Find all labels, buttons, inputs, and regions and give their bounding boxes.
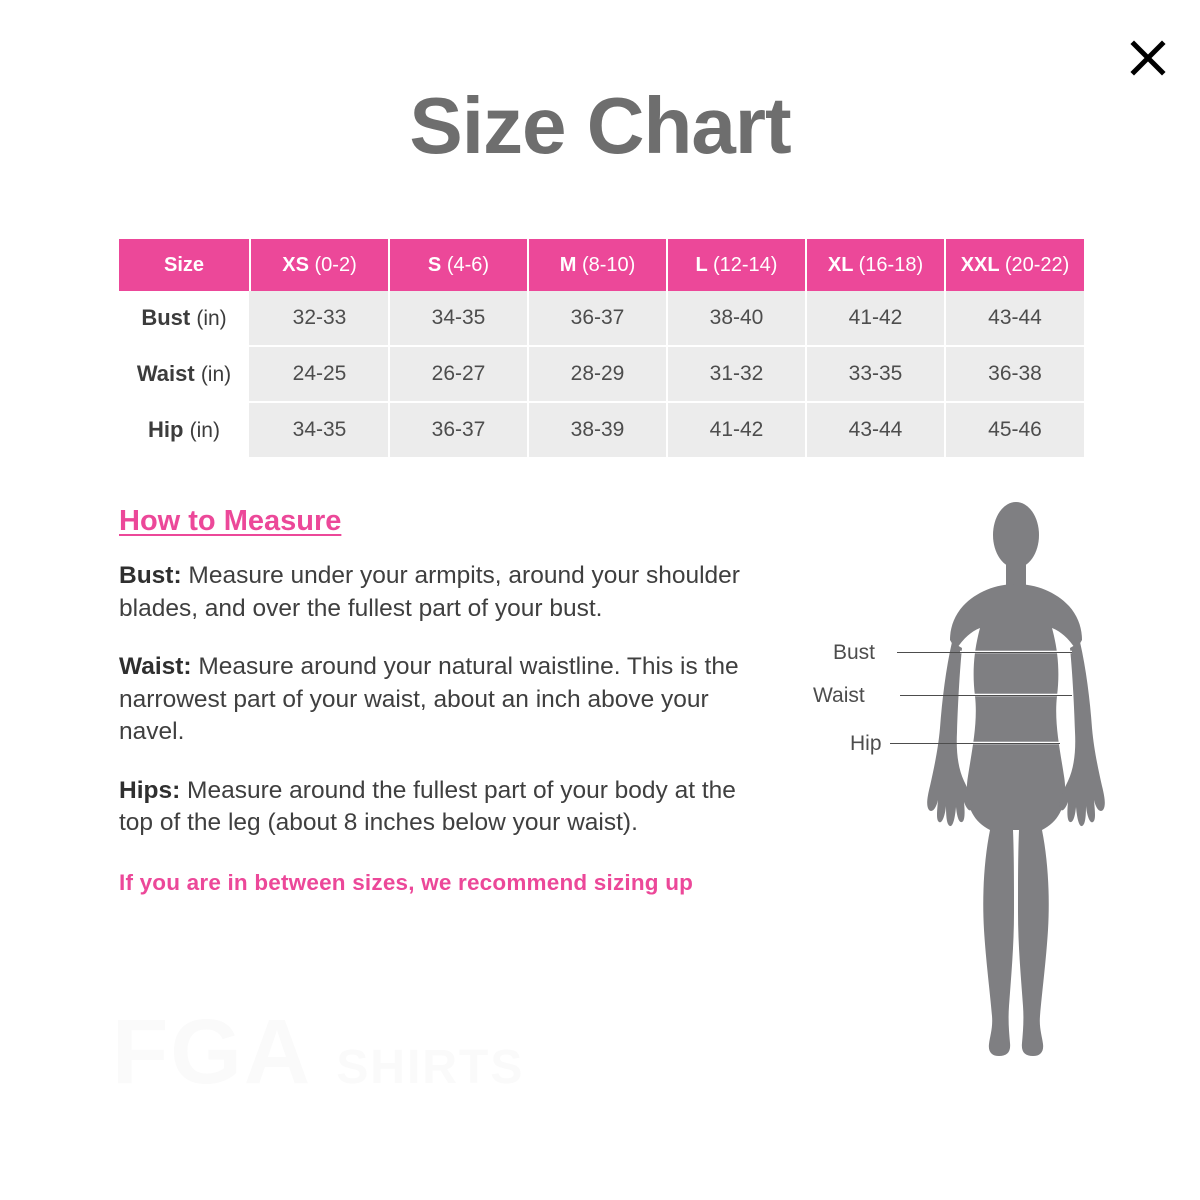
measure-text: Measure around your natural waistline. This is the narrowest part of your waist, about an inch above your navel. [119,653,739,746]
table-header-cell-s [389,239,528,291]
row-label-bust [119,291,250,346]
measure-term: Bust: [119,562,182,589]
header-label: L [695,253,708,276]
table-header-cell-size [119,239,250,291]
row-label-text: Hip [148,417,184,442]
table-header-cell-xl [806,239,945,291]
figure-label-waist: Waist [813,684,865,707]
watermark-primary: FGA [112,1001,309,1103]
table-cell: 43-44 [945,291,1084,346]
table-cell: 36-37 [389,402,528,457]
table-cell: 28-29 [528,346,667,402]
measure-text: Measure under your armpits, around your shoulder blades, and over the fullest part of your bust. [119,562,740,622]
table-header-cell-xxl [945,239,1084,291]
table-cell: 38-39 [528,402,667,457]
body-figure [800,500,1140,1070]
measure-term: Waist: [119,653,192,681]
table-row [119,346,1084,402]
table-header-cell-xs [250,239,389,291]
waist-leader-line [900,695,1072,696]
header-label: XL [827,253,854,276]
table-row [119,402,1084,457]
header-label: Size [163,253,205,276]
header-range: (16-18) [858,253,924,276]
close-icon [1126,36,1170,80]
measure-term: Hips: [119,776,181,804]
bust-leader-line [897,652,1072,653]
table-header-cell-m [528,239,667,291]
table-cell: 26-27 [389,346,528,402]
table-cell: 24-25 [250,346,389,402]
measure-item-waist [119,651,759,749]
row-label-text: Bust [141,305,191,330]
figure-label-hip: Hip [850,732,882,755]
watermark-secondary: SHIRTS [336,1041,525,1094]
table-cell: 41-42 [667,402,806,457]
row-label-text: Waist [136,361,195,386]
table-row [119,291,1084,346]
row-label-unit: (in) [189,419,220,442]
header-label: XXL [960,253,1000,276]
measure-item-bust [119,560,759,625]
watermark [112,1000,524,1105]
figure-label-bust: Bust [833,641,876,664]
how-to-measure-heading: How to Measure [119,505,342,537]
female-silhouette-icon [800,500,1140,1070]
table-cell: 45-46 [945,402,1084,457]
row-label-unit: (in) [200,363,232,386]
row-label-hip [119,402,250,457]
table-header-row [119,239,1084,291]
table-cell: 31-32 [667,346,806,402]
sizing-up-note: If you are in between sizes, we recommend sizing up [119,870,694,896]
table-cell: 32-33 [250,291,389,346]
table-cell: 33-35 [806,346,945,402]
hip-leader-line [890,743,1060,744]
header-range: (8-10) [581,253,636,276]
table-cell: 34-35 [250,402,389,457]
table-cell: 38-40 [667,291,806,346]
size-chart-table [119,239,1084,457]
measure-item-hips [119,775,759,840]
page-title: Size Chart [409,81,791,170]
header-label: XS [282,253,309,276]
table-cell: 43-44 [806,402,945,457]
header-range: (0-2) [314,253,357,276]
table-cell: 34-35 [389,291,528,346]
measure-text: Measure around the fullest part of your body at the top of the leg (about 8 inches below your waist). [119,776,736,837]
how-to-measure-section [119,505,779,896]
header-range: (4-6) [446,253,490,276]
header-label: S [427,253,442,276]
row-label-unit: (in) [196,307,227,330]
header-range: (12-14) [712,253,778,276]
row-label-waist [119,346,250,402]
table-cell: 36-37 [528,291,667,346]
header-range: (20-22) [1004,253,1070,276]
header-label: M [559,253,577,276]
close-button[interactable] [1126,36,1170,80]
table-cell: 36-38 [945,346,1084,402]
table-cell: 41-42 [806,291,945,346]
table-header-cell-l [667,239,806,291]
